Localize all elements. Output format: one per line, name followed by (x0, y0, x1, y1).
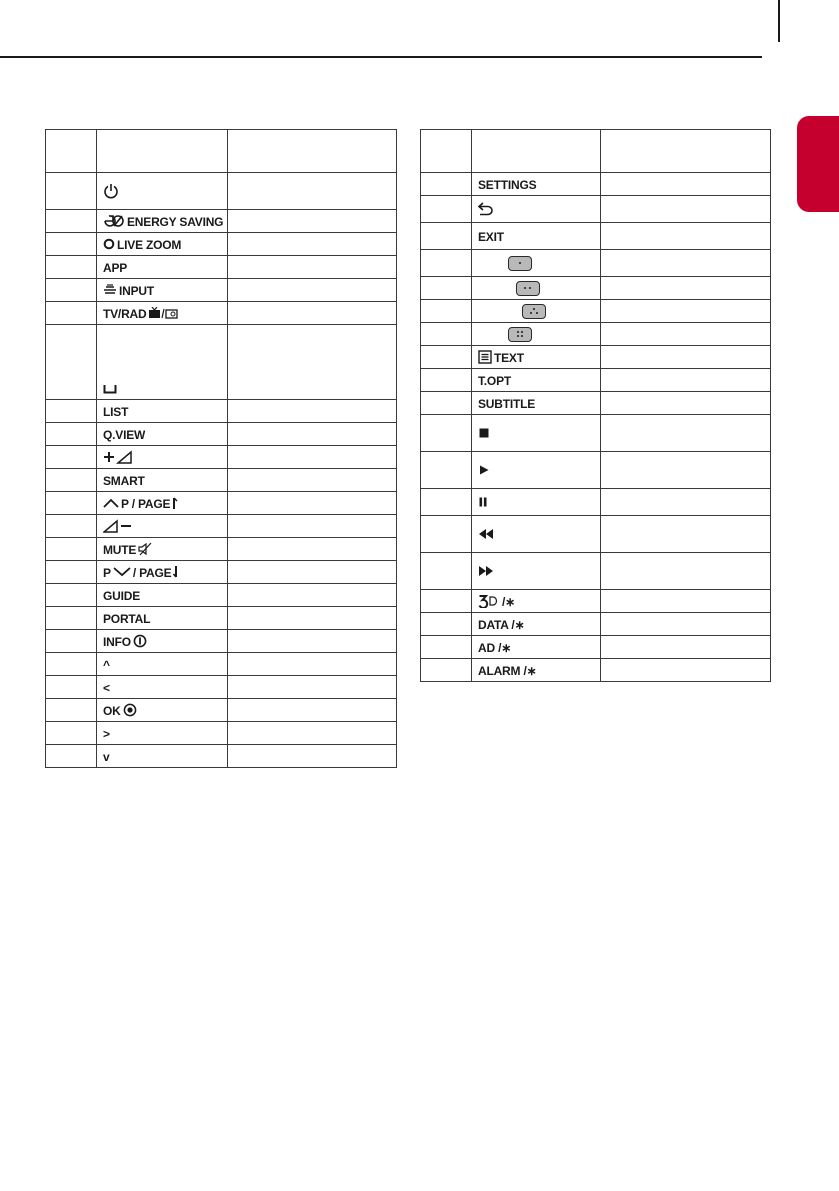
table-row (421, 250, 771, 277)
crop-mark-vertical (778, 0, 780, 42)
ok-icon (123, 703, 137, 717)
energy-saving-icon (103, 214, 125, 228)
mute-icon (138, 542, 152, 556)
table-row (46, 325, 397, 400)
pause-icon (478, 496, 488, 508)
table-row (46, 446, 397, 469)
blue-button-icon (508, 327, 532, 342)
page-down-mark-icon (173, 565, 179, 579)
back-icon (478, 202, 494, 216)
input-icon (103, 284, 117, 296)
right-key-table (420, 129, 771, 682)
table-row: LIST (46, 400, 397, 423)
table-row: > (46, 722, 397, 745)
table-row: Q.VIEW (46, 423, 397, 446)
table-row: TEXT (421, 346, 771, 369)
green-button-icon (516, 281, 540, 296)
red-button-icon (508, 256, 532, 271)
table-row: P / PAGE (46, 561, 397, 584)
table-row: P / PAGE (46, 492, 397, 515)
table-header-row (421, 130, 771, 173)
table-row (421, 196, 771, 223)
table-row (421, 323, 771, 346)
power-icon (103, 183, 119, 199)
channel-up-icon (103, 498, 119, 508)
table-row: INPUT (46, 279, 397, 302)
table-row: /∗ (421, 590, 771, 613)
left-key-table (45, 129, 397, 768)
tv-radio-icon (148, 307, 178, 319)
table-row: ^ (46, 653, 397, 676)
table-row: GUIDE (46, 584, 397, 607)
table-row: TV/RAD (46, 302, 397, 325)
table-row (421, 452, 771, 489)
play-icon (478, 464, 490, 476)
table-row (421, 415, 771, 452)
table-row: MUTE (46, 538, 397, 561)
table-row: INFO (46, 630, 397, 653)
table-row: SMART (46, 469, 397, 492)
table-row: EXIT (421, 223, 771, 250)
table-row (421, 516, 771, 553)
table-row: LIVE ZOOM (46, 233, 397, 256)
live-zoom-icon (103, 238, 115, 250)
table-row (46, 515, 397, 538)
table-row (421, 300, 771, 323)
volume-up-icon (103, 450, 133, 464)
space-icon (103, 384, 117, 394)
table-row: AD /∗ (421, 636, 771, 659)
table-row: ALARM /∗ (421, 659, 771, 682)
table-row (421, 489, 771, 516)
table-row: OK (46, 699, 397, 722)
table-row (421, 553, 771, 590)
volume-down-icon (103, 519, 133, 533)
rewind-icon (478, 528, 494, 540)
table-row: SETTINGS (421, 173, 771, 196)
fast-forward-icon (478, 565, 494, 577)
language-tab (797, 116, 839, 212)
yellow-button-icon (522, 304, 546, 319)
3d-icon (478, 594, 500, 608)
table-row: APP (46, 256, 397, 279)
info-icon (133, 634, 147, 648)
table-row: ENERGY SAVING (46, 210, 397, 233)
table-row: T.OPT (421, 369, 771, 392)
text-icon (478, 350, 492, 364)
table-row: v (46, 745, 397, 768)
page-up-mark-icon (172, 496, 178, 510)
channel-down-icon (113, 567, 131, 577)
crop-mark-horizontal (0, 56, 762, 58)
stop-icon (478, 427, 490, 439)
table-row (421, 277, 771, 300)
table-row: PORTAL (46, 607, 397, 630)
table-row: DATA /∗ (421, 613, 771, 636)
table-row (46, 173, 397, 210)
table-header-row (46, 130, 397, 173)
table-row: < (46, 676, 397, 699)
table-row: SUBTITLE (421, 392, 771, 415)
